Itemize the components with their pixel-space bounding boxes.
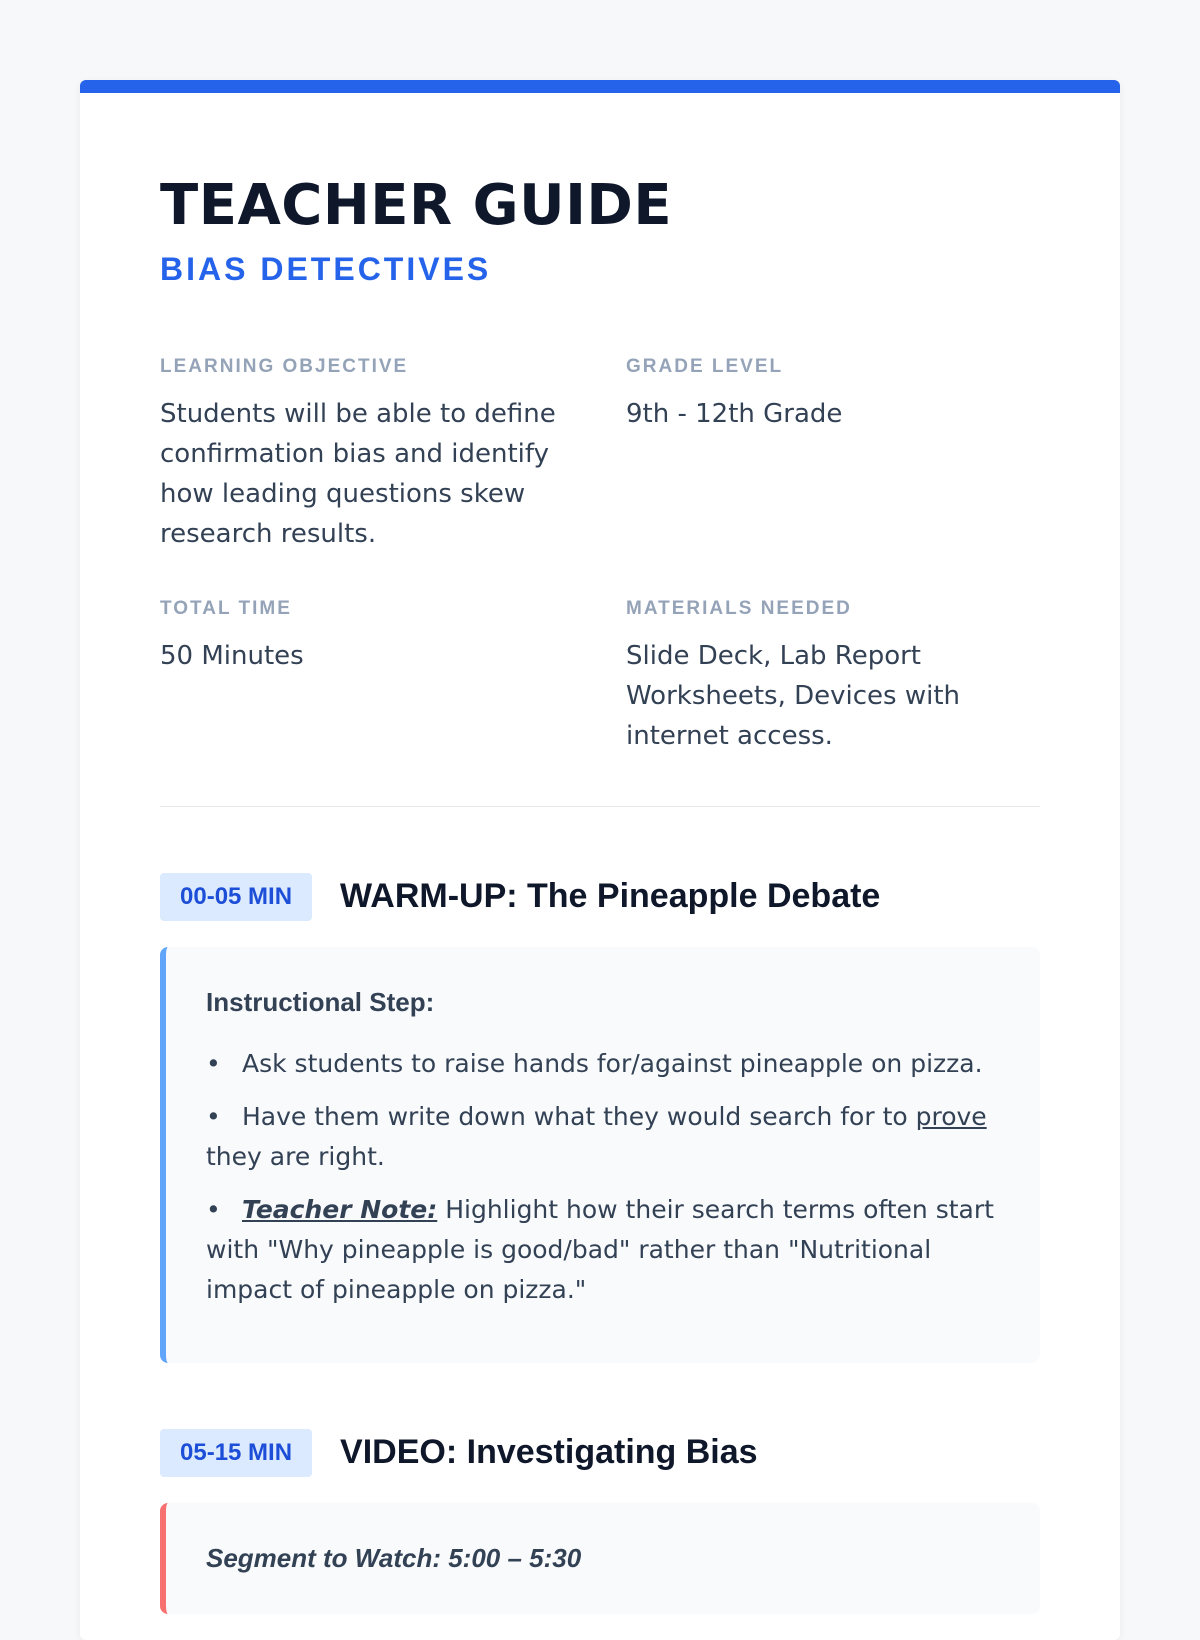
lesson-meta-grid — [160, 356, 1040, 756]
teacher-note-label: Teacher Note: — [242, 1194, 438, 1224]
emphasis-text: prove — [915, 1101, 987, 1131]
section-divider — [160, 806, 1040, 807]
page-subtitle: BIAS DETECTIVES — [160, 250, 492, 287]
list-item — [206, 1044, 994, 1084]
meta-label: LEARNING OBJECTIVE — [160, 355, 409, 377]
step-text: they are right. — [206, 1141, 385, 1171]
section-header-warmup — [160, 873, 1040, 921]
meta-value: Slide Deck, Lab Report Worksheets, Devices with internet access. — [626, 640, 961, 751]
meta-learning-objective — [160, 356, 626, 554]
teacher-guide-card — [80, 80, 1120, 1640]
step-label: Instructional Step: — [206, 986, 435, 1017]
section-title: VIDEO: Investigating Bias — [340, 1433, 758, 1472]
meta-label: TOTAL TIME — [160, 597, 292, 619]
step-text: Have them write down what they would search for to — [242, 1101, 916, 1131]
list-item — [206, 1190, 994, 1310]
bullet-icon: • — [206, 1101, 221, 1131]
list-item — [206, 1097, 994, 1177]
section-title: WARM-UP: The Pineapple Debate — [340, 877, 881, 916]
meta-label: GRADE LEVEL — [626, 355, 784, 377]
video-segment-box — [160, 1503, 1040, 1614]
meta-value: 9th - 12th Grade — [626, 398, 843, 429]
time-badge: 00-05 MIN — [160, 873, 312, 921]
page-title: TEACHER GUIDE — [160, 173, 673, 238]
step-list — [206, 1044, 994, 1310]
card-content — [160, 93, 1040, 1614]
step-text: Ask students to raise hands for/against pineapple on pizza. — [242, 1048, 983, 1078]
bullet-icon: • — [206, 1048, 221, 1078]
meta-value: Students will be able to define confirmation bias and identify how leading questions skew research results. — [160, 398, 556, 549]
meta-total-time — [160, 598, 626, 756]
meta-materials-needed — [626, 598, 1040, 756]
meta-grade-level — [626, 356, 1040, 554]
meta-value: 50 Minutes — [160, 640, 304, 671]
segment-to-watch: Segment to Watch: 5:00 – 5:30 — [206, 1542, 582, 1573]
bullet-icon: • — [206, 1194, 221, 1224]
card-accent-bar — [80, 80, 1120, 93]
teacher-note-text: Highlight how their search terms often start with "Why pineapple is good/bad" rather than "Nutritional impact of pineapple on pizza." — [206, 1194, 994, 1304]
section-header-video — [160, 1429, 1040, 1477]
time-badge: 05-15 MIN — [160, 1429, 312, 1477]
instructional-step-box — [160, 947, 1040, 1363]
meta-label: MATERIALS NEEDED — [626, 597, 852, 619]
